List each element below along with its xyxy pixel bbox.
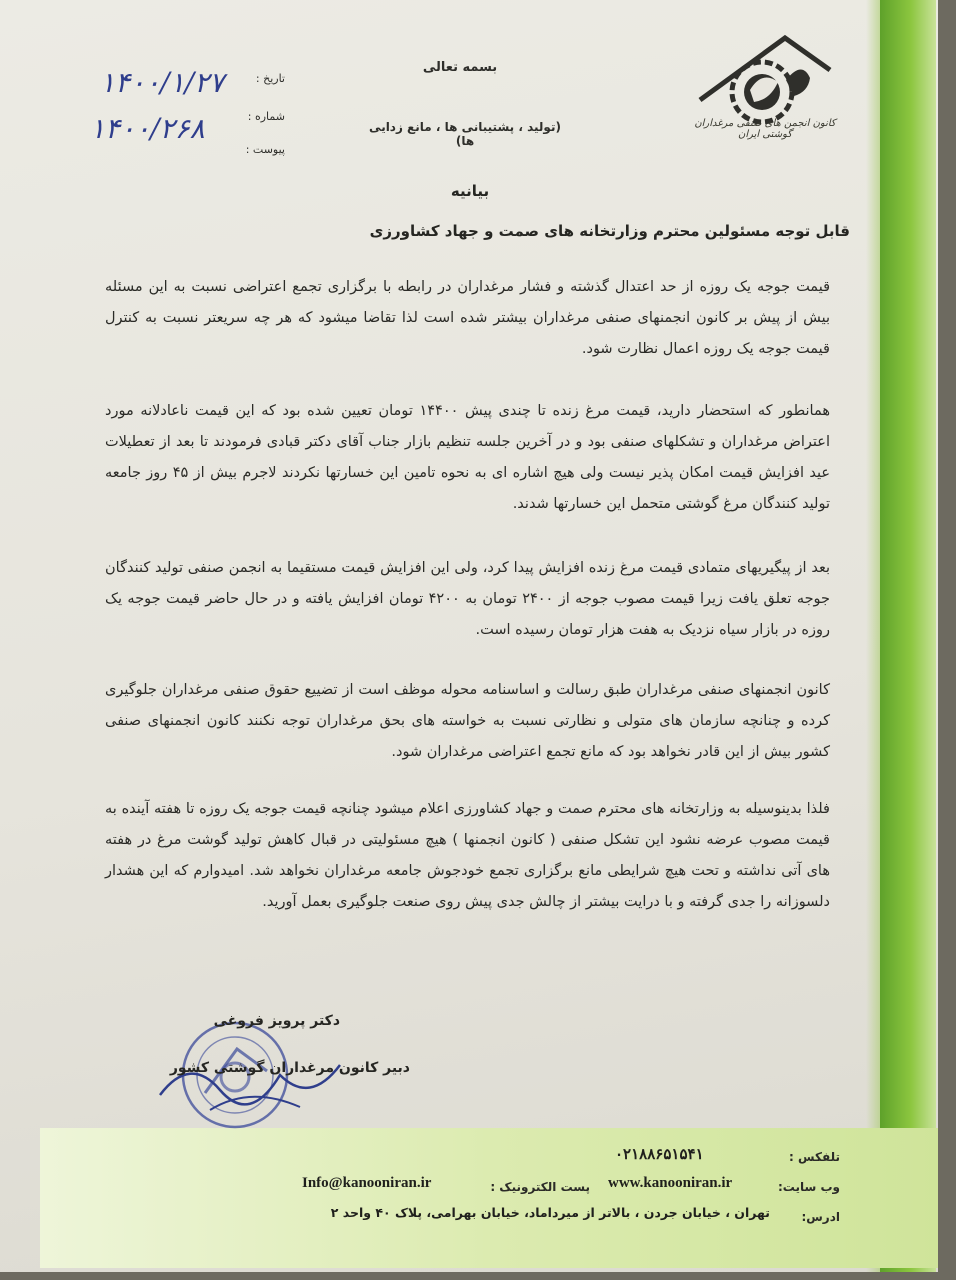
paragraph-2: همانطور که استحضار دارید، قیمت مرغ زنده تا چندی پیش ۱۴۴۰۰ تومان تعیین شده بود که این قیمت ناعادلانه مورد اعتراض مرغداران و تشکلهای صنفی بود و در آخرین جلسه تنظیم بازار جناب آقای دکتر قبادی فرمودند تا بعد از تعطیلات عید افزایش قیمت امکان پذیر نیست ولی هیچ اشاره ای به نحوه تامین این خسارتها نکردند لاجرم بیش از ۴۵ روز جامعه تولید کنندگان مرغ گوشتی متحمل این خسارتها شدند. <box>105 403 830 512</box>
paragraph-4: کانون انجمنهای صنفی مرغداران طبق رسالت و اساسنامه محوله موظف است از تضییع حقوق صنفی مرغداران جلوگیری کرده و چنانچه سازمان های متولی و نظارتی نسبت به خواسته های بحق مرغداران توجه نکنند کانون انجمنهای صنفی کشور بیش از این قادر نخواهد بود که مانع تجمع اعتراضی مرغداران شود. <box>105 682 830 760</box>
number-label: شماره : <box>247 110 285 123</box>
handwritten-date: ۱۴۰۰/۱/۲۷ <box>100 66 225 99</box>
address-value: تهران ، خیابان جردن ، بالاتر از میرداماد، خیابان بهرامی، پلاک ۴۰ واحد ۲ <box>330 1205 770 1220</box>
logo-caption: کانون انجمن های صنفی مرغداران گوشتی ایران <box>694 118 836 140</box>
fax-label: تلفکس : <box>789 1150 840 1164</box>
website-label: وب سایت: <box>777 1180 840 1194</box>
green-side-bar <box>880 0 936 1272</box>
paragraph-1: قیمت جوجه یک روزه از حد اعتدال گذشته و فشار مرغداران در رابطه با برگزاری تجمع اعتراضی نسبت به این مسئله بیش از پیش بر کانون انجمنهای صنفی مرغداران بیشتر شده است لذا تقاضا میشود که هر چه سریعتر نسبت به کنترل قیمت جوجه یک روزه اعمال نظارت شود. <box>105 279 830 357</box>
signature-scribble-icon <box>150 1045 350 1125</box>
address-label: ادرس: <box>801 1210 840 1224</box>
attachment-label: پیوست : <box>245 143 285 156</box>
signature-name: دکتر پرویز فروغی <box>213 1013 340 1029</box>
email-link[interactable]: Info@kanooniran.ir <box>302 1175 432 1191</box>
website-link[interactable]: www.kanooniran.ir <box>608 1175 733 1191</box>
handwritten-number: ۱۴۰۰/۲۶۸ <box>90 112 205 145</box>
footer-band <box>40 1128 938 1268</box>
basmala: بسمه تعالی <box>422 60 498 75</box>
paragraph-5: فلذا بدینوسیله به وزارتخانه های محترم صمت و جهاد کشاورزی اعلام میشود چنانچه قیمت جوجه یک روزه تا هفته آینده به قیمت مصوب عرضه نشود این تشکل صنفی ( کانون انجمنها ) هیچ مسئولیتی در قبال کاهش تولید گوشت مرغ در هفته های آتی نداشته و تحت هیچ شرایطی مانع برگزاری تجمع خودجوش جامعه مرغداران نخواهد شد. امیدوارم که این هشدار دلسوزانه را جدی گرفته و با درایت بیشتر از چالش جدی پیش روی صنعت جلوگیری بعمل آورید. <box>105 801 830 910</box>
paragraph-3: بعد از پیگیریهای متمادی قیمت مرغ زنده افزایش پیدا کرد، ولی این افزایش قیمت مستقیما به انجمن صنفی تولید کنندگان جوجه تعلق یافت زیرا قیمت مصوب جوجه از ۲۴۰۰ تومان به ۴۲۰۰ تومان افزایش یافته و در حال حاضر قیمت جوجه یک روزه در بازار سیاه نزدیک به هفت هزار تومان رسیده است. <box>105 560 831 638</box>
addressee-line: قابل توجه مسئولین محترم وزارتخانه های صمت و جهاد کشاورزی <box>369 222 850 240</box>
date-label: تاریخ : <box>255 72 285 85</box>
letter-subtitle: (تولید ، پشتیبانی ها ، مانع زدایی ها) <box>369 120 561 148</box>
statement-heading: بیانیه <box>450 182 490 200</box>
green-edge-shade <box>866 0 880 1272</box>
signature-title: دبیر کانون مرغداران گوشتی کشور <box>169 1060 410 1076</box>
email-label: پست الکترونیک : <box>490 1180 590 1194</box>
fax-value: ۰۲۱۸۸۶۵۱۵۴۱ <box>615 1147 704 1163</box>
